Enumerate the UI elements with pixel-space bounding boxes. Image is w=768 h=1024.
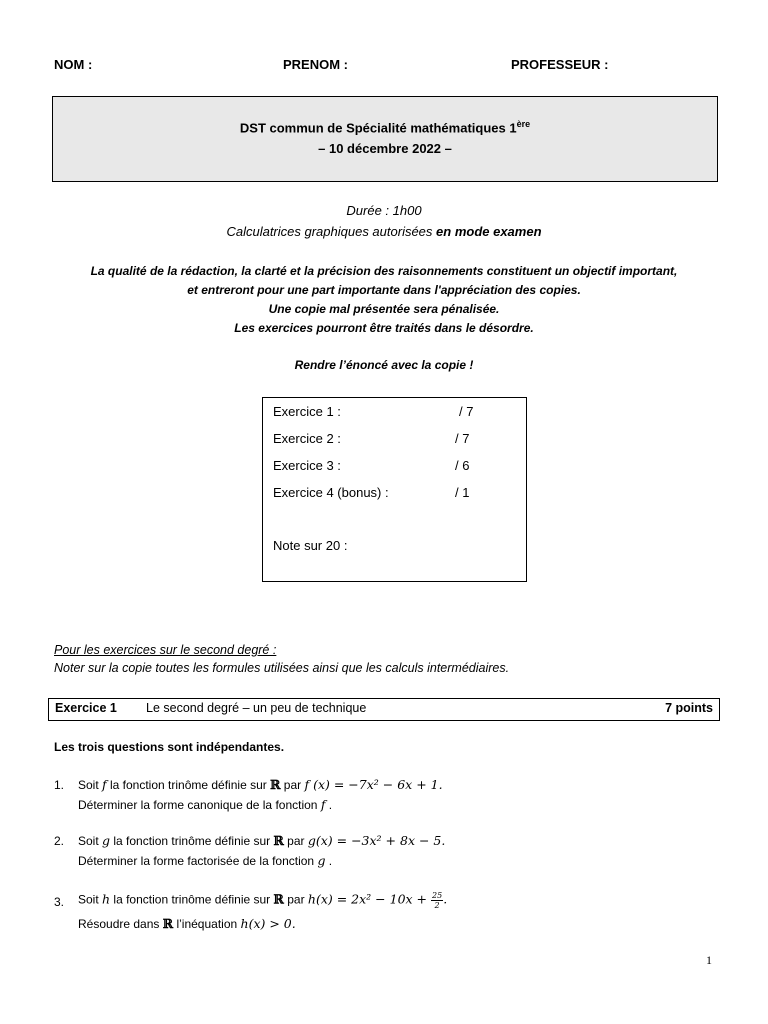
- q3-text-a: Soit: [78, 892, 103, 907]
- q2-task-fn: g: [317, 853, 326, 868]
- score-box: [262, 397, 527, 582]
- q1-expression: f (x) = −7x² − 6x + 1.: [304, 777, 443, 792]
- second-degree-heading: Pour les exercices sur le second degré :: [54, 643, 277, 657]
- title-main: DST commun de Spécialité mathématiques 1: [239, 120, 517, 136]
- q1-text-b: la fonction trinôme définie sur: [106, 778, 271, 792]
- q2-fn: g: [102, 833, 111, 848]
- title-date: – 10 décembre 2022 –: [318, 141, 452, 156]
- exercise1-intro: Les trois questions sont indépendantes.: [54, 740, 285, 754]
- nom-label: NOM :: [54, 57, 93, 72]
- q2-expression: g(x) = −3x² + 8x − 5.: [307, 833, 446, 848]
- q2-text-c: par: [283, 834, 308, 848]
- q3-text-b: la fonction trinôme définie sur: [110, 892, 274, 907]
- q1-line2: [78, 797, 332, 812]
- duration: Durée : 1h00: [346, 203, 422, 218]
- exercise1-topic: Le second degré – un peu de technique: [146, 701, 367, 715]
- q1-set: ℝ: [270, 777, 281, 792]
- professeur-label: PROFESSEUR :: [511, 57, 609, 72]
- score-points-ex2: / 7: [455, 431, 470, 446]
- q3-inequality: h(x) > 0.: [240, 916, 296, 931]
- rule-line-2: et entreront pour une part importante dans l'appréciation des copies.: [187, 283, 581, 297]
- title-box: [52, 96, 718, 182]
- q1-task-end: .: [325, 798, 333, 812]
- prenom-label: PRENOM :: [283, 57, 348, 72]
- page-number: 1: [706, 953, 712, 967]
- q3-set: ℝ: [273, 891, 284, 907]
- q2-task-end: .: [325, 854, 333, 868]
- q2-line2: [78, 853, 332, 868]
- q1-task: Déterminer la forme canonique de la fonction: [78, 798, 321, 812]
- title-line1: [53, 119, 717, 135]
- second-degree-text: Noter sur la copie toutes les formules utilisées ainsi que les calculs intermédiaires.: [54, 661, 510, 675]
- q1-text-a: Soit: [78, 778, 103, 792]
- q2-number: 2.: [54, 834, 65, 848]
- q2-text-a: Soit: [78, 834, 103, 848]
- exercise1-points: 7 points: [665, 701, 713, 715]
- score-row-ex4: Exercice 4 (bonus) :: [273, 485, 389, 500]
- q2-line1: [78, 833, 445, 848]
- exercise1-header: [48, 698, 720, 721]
- score-row-ex3: Exercice 3 :: [273, 458, 341, 473]
- calculator-rule: [0, 224, 768, 239]
- q3-fraction-numerator: 25: [432, 891, 443, 900]
- q3-fraction-denominator: 2: [434, 901, 440, 910]
- rule-line-4: Les exercices pourront être traités dans le désordre.: [234, 321, 534, 335]
- q2-task: Déterminer la forme factorisée de la fonction: [78, 854, 318, 868]
- q3-task-set: ℝ: [162, 916, 174, 931]
- q3-fn: h: [102, 891, 111, 907]
- calculator-mode: en mode examen: [436, 224, 542, 239]
- rule-line-3: Une copie mal présentée sera pénalisée.: [268, 302, 500, 316]
- q1-task-fn: f: [320, 797, 326, 812]
- score-row-ex2: Exercice 2 :: [273, 431, 341, 446]
- q3-task: Résoudre dans: [78, 917, 163, 931]
- q3-line2: [78, 916, 296, 931]
- exercise1-label: Exercice 1: [55, 701, 117, 715]
- q3-line1: [78, 891, 447, 910]
- rule-return: Rendre l’énoncé avec la copie !: [294, 358, 474, 372]
- score-row-ex1: Exercice 1 :: [273, 404, 341, 419]
- q3-expression-end: .: [443, 891, 448, 907]
- score-total: Note sur 20 :: [273, 538, 348, 553]
- q1-line1: [78, 777, 443, 792]
- q3-expression: h(x) = 2x² − 10x +: [307, 891, 431, 907]
- score-points-ex4: / 1: [455, 485, 470, 500]
- q3-task-mid: l’inéquation: [173, 917, 241, 931]
- rules-block: [0, 262, 768, 338]
- q2-text-b: la fonction trinôme définie sur: [110, 834, 274, 848]
- q3-text-c: par: [283, 892, 308, 907]
- rule-line-1: La qualité de la rédaction, la clarté et la précision des raisonnements constituent un objectif important,: [90, 264, 678, 278]
- score-points-ex1: / 7: [459, 404, 474, 419]
- title-sup: ère: [516, 119, 531, 129]
- q1-text-c: par: [280, 778, 305, 792]
- q1-fn: f: [102, 777, 107, 792]
- q3-fraction: [431, 891, 443, 910]
- score-points-ex3: / 6: [455, 458, 470, 473]
- calculator-text: Calculatrices graphiques autorisées: [226, 224, 437, 239]
- q1-number: 1.: [54, 778, 65, 792]
- q2-set: ℝ: [273, 833, 284, 848]
- q3-number: 3.: [54, 895, 65, 909]
